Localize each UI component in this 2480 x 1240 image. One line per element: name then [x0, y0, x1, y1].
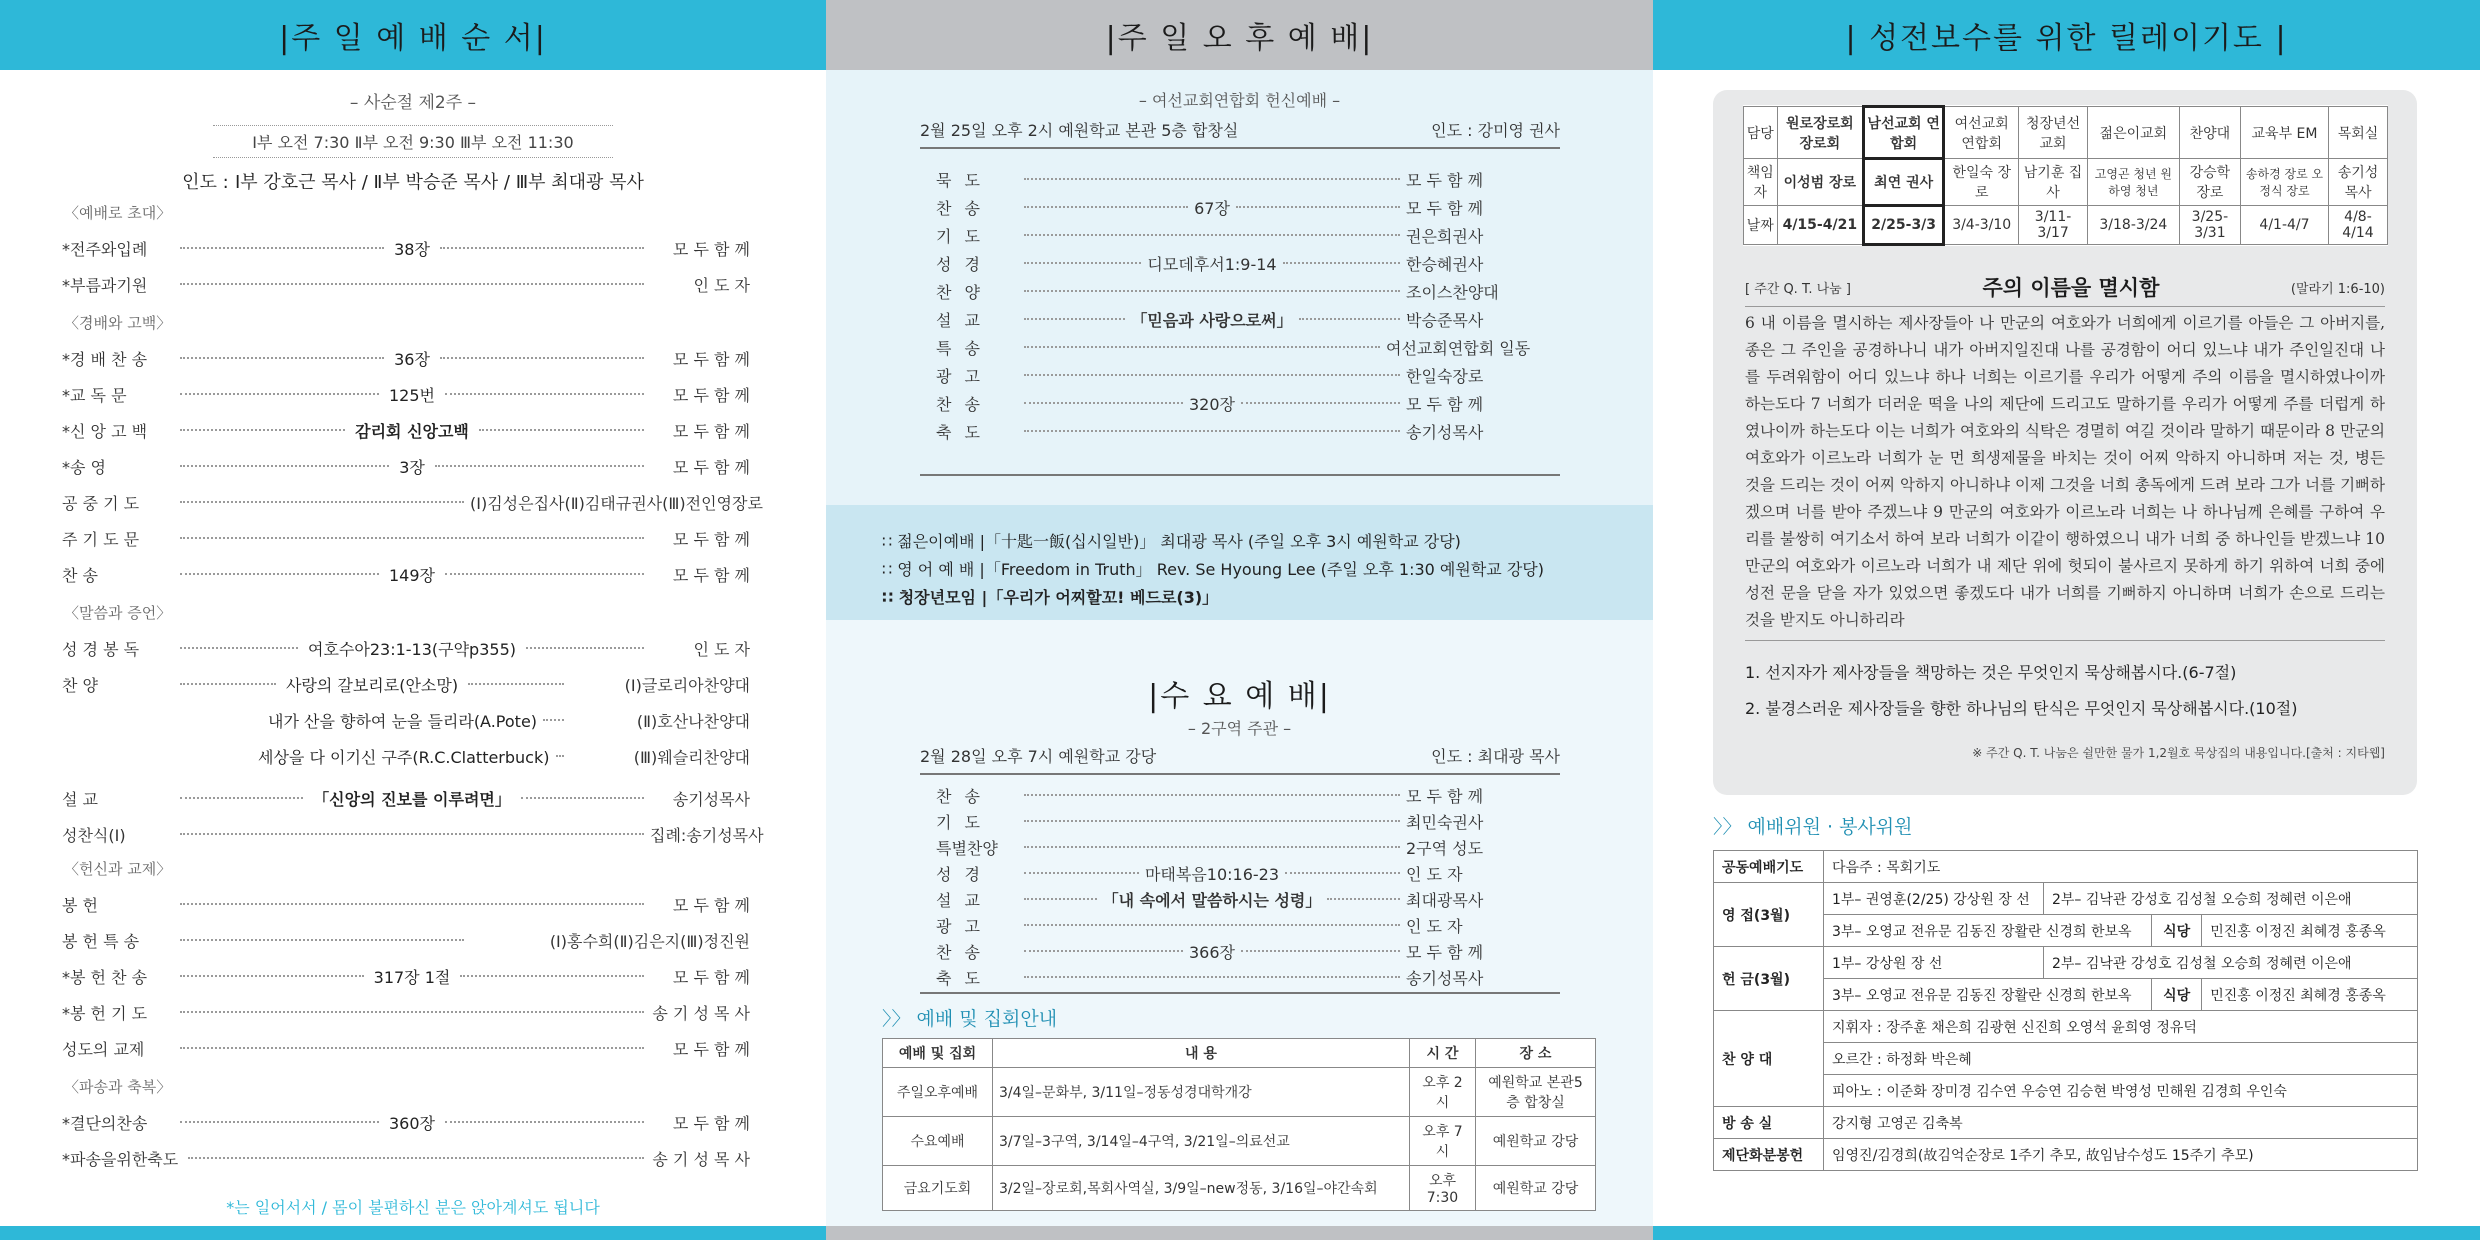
- sunday-order-column: [0, 0, 826, 1240]
- qt-reference: (말라기 1:6-10): [2290, 281, 2385, 297]
- qt-question-2: 2. 불경스러운 제사장들을 향한 하나님의 탄식은 무엇인지 묵상해봅시다.(10절): [1745, 699, 2298, 718]
- table-row: 3부– 오영교 전유문 김동진 장활란 신경희 한보옥 식당 민진홍 이정진 최혜경 홍종옥: [1714, 979, 2418, 1011]
- table-row: 영 접(3월) 1부– 권영훈(2/25) 강상원 장 선 2부– 김낙관 강성호 김성철 오승희 정혜련 이은애: [1714, 883, 2418, 915]
- relay-prayer-header: | 성전보수를 위한 릴레이기도 |: [1653, 0, 2480, 70]
- program-row: 광 고 한일숙장로: [936, 366, 1484, 386]
- wednesday-header: |수 요 예 배|: [1148, 679, 1331, 714]
- schedule-table: 예배 및 집회 내 용 시 간 장 소 주일오후예배 3/4일–문화부, 3/11일–정동성경대학개강 오후 2시 예원학교 본관5층 합창실 수요예배 3/7일–3구역, 3/14일–4구역, 3/21일–의료선교 오후 7시 예원학교 강당 금요기도회 3/2일–장로회,목회사역실, 3/9일–new정동, 3/16일–야간속회 오후7:30 예원학교 강당: [882, 1038, 1596, 1211]
- section-sending: 〈파송과 축복〉: [64, 1078, 172, 1096]
- order-row: *파송을위한축도 송 기 성 목 사: [62, 1149, 750, 1169]
- order-row: *신 앙 고 백 감리회 신앙고백 모 두 함 께: [62, 421, 751, 441]
- program-row: 기 도 최민숙권사: [936, 812, 1484, 832]
- qt-source: ※ 주간 Q. T. 나눔은 쉴만한 물가 1,2월호 묵상집의 내용입니다.[출처 : 지타웹]: [1972, 746, 2385, 760]
- english-service: ∷ 영 어 예 배 |「Freedom in Truth」 Rev. Se Hyoung Lee (주일 오후 1:30 예원학교 강당): [882, 560, 1544, 579]
- other-services-band: [826, 505, 1653, 620]
- program-row: 찬 송 67장 모 두 함 께: [936, 198, 1484, 218]
- order-row: *전주와입례 38장 모 두 함 께: [62, 239, 751, 259]
- standing-note: *는 일어서서 / 몸이 불편하신 분은 앉아계셔도 됩니다: [226, 1198, 600, 1217]
- program-row: 묵 도 모 두 함 께: [936, 170, 1484, 190]
- table-row: 피아노 : 이준화 장미경 김수연 우승연 김승현 박영성 민해원 김경희 우인숙: [1714, 1075, 2418, 1107]
- order-row: 찬 양 사랑의 갈보리로(안소망) (Ⅰ)글로리아찬양대: [62, 675, 751, 695]
- order-row: 봉 헌 모 두 함 께: [62, 895, 750, 915]
- program-row: 성 경 디모데후서1:9-14 한승혜권사: [936, 254, 1484, 274]
- program-row: 특 송 여선교회연합회 일동: [936, 338, 1531, 358]
- order-row: *봉 헌 기 도 송 기 성 목 사: [62, 1003, 750, 1023]
- relay-prayer-column: [1653, 0, 2480, 1240]
- qt-scripture: 6 내 이름을 멸시하는 제사장들아 나 만군의 여호와가 너희에게 이르기를 아들은 그 아버지를, 종은 그 주인을 공경하나니 내가 아버지일진대 나를 공경함이 어디 있느냐 내가 주인일진대 나를 두려워함이 어디 있느냐 하나 너희는 이르기를 우리가 어떻게 주의 이름을 멸시하였나이까 하는도다 7 너희가 더러운 떡을 나의 제단에 드리고도 말하기를 우리가 어떻게 주를 더럽게 하였나이까 하는도다 이는 너희가 여호와의 식탁은 경멸히 여길 것이라 말하기 때문이라 8 만군의 여호와가 이르노라 너희가 눈 먼 희생제물을 바치는 것이 어찌 악하지 아니하며 저는 것, 병든 것을 드리는 것이 어찌 악하지 아니하냐 이제 그것을 너희 총독에게 드려 보라 그가 너를 기뻐하겠으며 너를 받아 주겠느냐 9 만군의 여호와가 이르노라 너희는 나 하나님께 은혜를 구하여 우리를 불쌍히 여기소서 하여 보라 너희가 이같이 행하였으니 내가 너희 중 하나인들 받겠느냐 10 만군의 여호와가 이르노라 너희가 내 제단 위에 헛되이 불사르지 못하게 하기 위하여 너희 중에 성전 문을 닫을 자가 있었으면 좋겠도다 내가 너희를 기뻐하지 아니하며 너희가 손으로 드리는 것을 받지도 아니하리라: [1745, 310, 2385, 641]
- order-row: 성 경 봉 독 여호수아23:1-13(구약p355) 인 도 자: [62, 639, 751, 659]
- afternoon-info: 2월 25일 오후 2시 예원학교 본관 5층 합창실 인도 : 강미영 권사: [920, 118, 1560, 149]
- program-row: 찬 양 조이스찬양대: [936, 282, 1499, 302]
- volunteers-title: 〉〉 예배위원 · 봉사위원: [1713, 816, 1913, 838]
- program-row: 특별찬양 2구역 성도: [936, 838, 1484, 858]
- program-row: 찬 송 모 두 함 께: [936, 786, 1484, 806]
- program-row: 광 고 인 도 자: [936, 916, 1463, 936]
- qt-tag: [ 주간 Q. T. 나눔 ]: [1745, 281, 1851, 297]
- sunday-order-header: |주 일 예 배 순 서|: [0, 0, 826, 70]
- section-word: 〈말씀과 증언〉: [64, 604, 172, 622]
- order-row: 내가 산을 향하여 눈을 들리라(A.Pote) (Ⅱ)호산나찬양대: [268, 711, 750, 731]
- program-row: 찬 송 366장 모 두 함 께: [936, 942, 1484, 962]
- wednesday-info: 2월 28일 오후 7시 예원학교 강당 인도 : 최대광 목사: [920, 744, 1560, 775]
- qt-question-1: 1. 선지자가 제사장들을 책망하는 것은 무엇인지 묵상해봅시다.(6-7절): [1745, 663, 2237, 682]
- service-times: Ⅰ부 오전 7:30 Ⅱ부 오전 9:30 Ⅲ부 오전 11:30: [213, 125, 613, 158]
- table-row: 금요기도회 3/2일–장로회,목회사역실, 3/9일–new정동, 3/16일–야간속회 오후7:30 예원학교 강당: [883, 1166, 1596, 1211]
- order-row: 성도의 교제 모 두 함 께: [62, 1039, 750, 1059]
- bottom-bar: [0, 1226, 826, 1240]
- program-row: 설 교 「믿음과 사랑으로써」 박승준목사: [936, 310, 1484, 330]
- leaders-label: 인도 :: [182, 172, 229, 193]
- relay-table: [1743, 105, 2388, 246]
- schedule-title: 〉〉 예배 및 집회안내: [882, 1008, 1058, 1030]
- volunteers-table: [1713, 850, 2418, 1171]
- order-row: 주 기 도 문 모 두 함 께: [62, 529, 750, 549]
- program-row: 축 도 송기성목사: [936, 968, 1484, 988]
- divider: [920, 474, 1560, 476]
- adult-meeting: ∷ 청장년모임 |「우리가 어찌할꼬! 베드로(3)」: [882, 588, 1219, 607]
- table-row: 공동예배기도 다음주 : 목회기도: [1714, 851, 2418, 883]
- order-row: *결단의찬송 360장 모 두 함 께: [62, 1113, 750, 1133]
- program-row: 찬 송 320장 모 두 함 께: [936, 394, 1484, 414]
- section-worship: 〈경배와 고백〉: [64, 314, 172, 332]
- table-row: 책임자 이성범 장로 최연 권사 한일숙 장로 남기훈 집사 고영곤 청년 원하영 청년 강승학 장로 송하경 장로 오정식 장로 송기성 목사: [1744, 159, 2388, 206]
- order-row: *부름과기원 인 도 자: [62, 275, 750, 295]
- table-row: 제단화분봉헌 임영진/김경희(故김억순장로 1주기 추모, 故임남수성도 15주기 추모): [1714, 1139, 2418, 1171]
- service-leaders: [0, 168, 826, 194]
- young-adult-service: ∷ 젊은이예배 |「十匙一飯(십시일반)」 최대광 목사 (주일 오후 3시 예원학교 강당): [882, 532, 1461, 551]
- order-row: 성찬식(Ⅰ) 집례:송기성목사: [62, 825, 764, 845]
- order-row: *교 독 문 125번 모 두 함 께: [62, 385, 750, 405]
- table-row: 날짜 4/15-4/21 2/25-3/3 3/4-3/10 3/11-3/17 3/18-3/24 3/25-3/31 4/1-4/7 4/8-4/14: [1744, 206, 2388, 245]
- table-row: 주일오후예배 3/4일–문화부, 3/11일–정동성경대학개강 오후 2시 예원학교 본관5층 합창실: [883, 1068, 1596, 1117]
- order-row: *송 영 3장 모 두 함 께: [62, 457, 751, 477]
- afternoon-subtitle: – 여선교회연합회 헌신예배 –: [1138, 91, 1341, 110]
- program-row: 축 도 송기성목사: [936, 422, 1484, 442]
- table-row: 방 송 실 강지형 고영곤 김축복: [1714, 1107, 2418, 1139]
- table-row: 헌 금(3월) 1부– 강상원 장 선 2부– 김낙관 강성호 김성철 오승희 정혜련 이은애: [1714, 947, 2418, 979]
- order-row: 설 교 「신앙의 진보를 이루려면」 송기성목사: [62, 789, 751, 809]
- leaders-names: Ⅰ부 강호근 목사 / Ⅱ부 박승준 목사 / Ⅲ부 최대광 목사: [234, 172, 644, 193]
- program-row: 설 교 「내 속에서 말씀하시는 성령」 최대광목사: [936, 890, 1484, 910]
- table-row: 담당 원로장로회 장로회 남선교회 연합회 여선교회 연합회 청장년선 교회 젊은이교회 찬양대 교육부 EM 목회실: [1744, 107, 2388, 159]
- order-row: 공 중 기 도 (Ⅰ)김성은집사(Ⅱ)김태규권사(Ⅲ)전인영장로: [62, 493, 763, 513]
- program-row: 성 경 마태복음10:16-23 인 도 자: [936, 864, 1463, 884]
- order-row: 봉 헌 특 송 (Ⅰ)홍수희(Ⅱ)김은지(Ⅲ)정진원: [62, 931, 750, 951]
- section-offering: 〈헌신과 교제〉: [64, 860, 172, 878]
- order-row: 찬 송 149장 모 두 함 께: [62, 565, 750, 585]
- table-row: 3부– 오영교 전유문 김동진 장활란 신경희 한보옥 식당 민진홍 이정진 최혜경 홍종옥: [1714, 915, 2418, 947]
- wednesday-subtitle: – 2구역 주관 –: [1187, 719, 1292, 738]
- table-row: 수요예배 3/7일–3구역, 3/14일–4구역, 3/21일–의료선교 오후 7시 예원학교 강당: [883, 1117, 1596, 1166]
- divider: [920, 992, 1560, 994]
- afternoon-service-header: |주 일 오 후 예 배|: [826, 0, 1653, 70]
- table-row: 오르간 : 하정화 박은혜: [1714, 1043, 2418, 1075]
- bottom-bar: [1653, 1226, 2480, 1240]
- order-row: 세상을 다 이기신 구주(R.C.Clatterbuck) (Ⅲ)웨슬리찬양대: [258, 747, 750, 767]
- table-row: 찬 양 대 지휘자 : 장주훈 채은희 김광현 신진희 오영석 윤희영 정유덕: [1714, 1011, 2418, 1043]
- program-row: 기 도 권은희권사: [936, 226, 1484, 246]
- afternoon-service-column: [826, 0, 1653, 1240]
- qt-title: 주의 이름을 멸시함: [1982, 276, 2160, 300]
- section-invitation: 〈예배로 초대〉: [64, 204, 172, 222]
- bottom-bar: [826, 1226, 1653, 1240]
- season-subtitle: – 사순절 제2주 –: [349, 93, 477, 113]
- order-row: *경 배 찬 송 36장 모 두 함 께: [62, 349, 751, 369]
- qt-header: [1745, 272, 2385, 307]
- order-row: *봉 헌 찬 송 317장 1절 모 두 함 께: [62, 967, 750, 987]
